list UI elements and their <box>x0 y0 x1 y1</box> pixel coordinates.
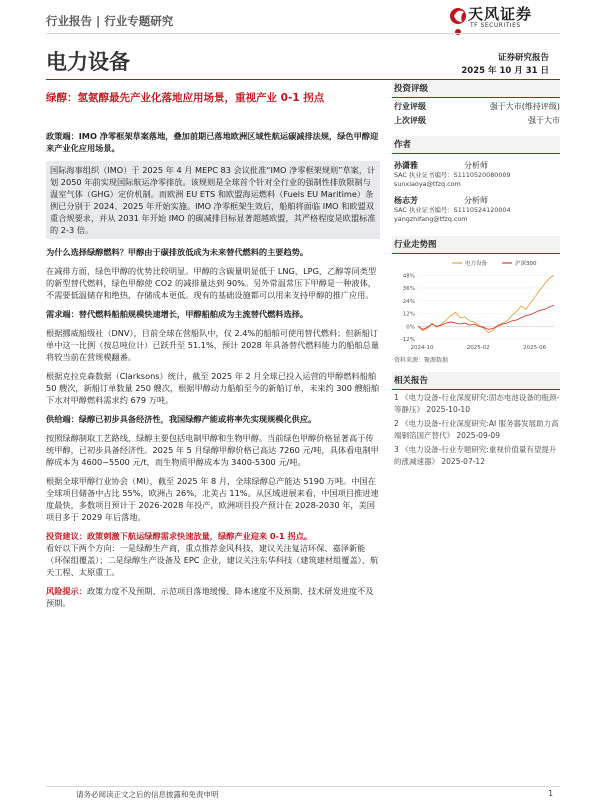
analyst-1-cert: SAC 执业证书编号：S1110520080009 <box>394 171 511 179</box>
author-section-title: 作者 <box>392 136 560 154</box>
y-tick-label: 12% <box>402 311 415 318</box>
y-tick-label: 48% <box>402 273 415 280</box>
supply-paragraph-cost: 按照绿醇制取工艺路线，绿醇主要包括电制甲醇和生物甲醇。当前绿色甲醇价格显著高于传统甲醇，已初步具备经济性。2025 年 5 月绿醇甲醇价格已高达 7260 元/吨，具体看电制甲醇成本为 4600~5500 元/t，而生物质甲醇成本为 3400-5300 元/吨。 <box>46 433 379 467</box>
series-line-index <box>418 305 554 329</box>
analyst-2-header <box>394 195 560 206</box>
report-subtitle: 绿醇：氢氨醇最先产业化落地应用场景，重视产业 0-1 拐点 <box>46 92 325 104</box>
rating-row <box>392 101 560 112</box>
series-line-industry <box>418 275 554 332</box>
investment-advice-text: 看好以下两个方向：一是绿醇生产商，重点推荐金风科技，建议关注复洁环保、嘉泽新能（环保组覆盖）；二是绿醇生产设备及 EPC 企业，建议关注东华科技（建筑建材组覆盖）、航天工程、太原重工。 <box>46 543 379 577</box>
chart-section-title: 行业走势图 <box>392 236 560 254</box>
related-report-3[interactable]: 3 《电力设备-行业专题研究:重视价值量有望提升的涨减速器》 2025-07-12 <box>394 445 557 466</box>
analyst-1-email[interactable]: sunxiaoya@tfzq.com <box>394 180 461 188</box>
y-tick-label: 0% <box>406 324 415 331</box>
trend-chart-svg <box>392 257 560 353</box>
y-tick-label: -12% <box>400 337 415 343</box>
x-tick-label: 2025-06 <box>523 345 547 351</box>
report-type: 证券研究报告 <box>497 53 549 63</box>
section-heading-supply: 供给端：绿醇已初步具备经济性，我国绿醇产能或将率先实现规模化供应。 <box>46 414 317 424</box>
section-heading-fuel: 为什么选择绿醇燃料？甲醇由于碳排放低成为未来替代燃料的主要趋势。 <box>46 247 309 257</box>
x-tick-label: 2024-10 <box>410 345 434 351</box>
previous-rating-label: 上次评级 <box>394 116 426 125</box>
supply-paragraph-capacity: 根据全球甲醇行业协会（MI），截至 2025 年 8 月，全球绿醇总产能达 5190 万吨。中国在全球项目储备中占比 55%，欧洲占 26%，北美占 11%。从区域进展来看，中国项目推进速度最快，多数项目预计于 2026-2028 年投产，欧洲项目投产预计在 2028-2030 年，美国项目多于 2029 年后落地。 <box>46 476 379 522</box>
policy-detail-box <box>46 161 380 239</box>
fuel-paragraph: 在减排方面，绿色甲醇的优势比较明显。甲醇的含碳量明显低于 LNG、LPG、乙醇等同类型的新型替代燃料，绿色甲醇使 CO2 的减排量达到 90%。另外常温常压下甲醇是一种液体，不需要低温储存和绝热，存储成本更低。现有的基础设施都可以用来支持甲醇的推广应用。 <box>46 266 377 300</box>
legend-label: 电力设备 <box>465 261 488 267</box>
demand-paragraph-clarksons: 根据克拉克森数据（Clarksons）统计，截至 2025 年 2 月全球已投入运营的甲醇燃料船舶 50 艘次，新船订单数量 250 艘次，根据甲醇动力船舶至今的新船订单，未来约 300 艘船舶下水对甲醇燃料需求约 679 万吨。 <box>46 371 380 405</box>
analyst-2-cert: SAC 执业证书编号：S1110524120004 <box>394 206 511 214</box>
analyst-2-name: 杨志芳 <box>394 196 418 205</box>
rating-section-title: 投资评级 <box>392 80 560 98</box>
page-number: 1 <box>548 789 553 798</box>
policy-paragraph: 国际海事组织（IMO）于 2025 年 4 月 MEPC 83 会议批准“IMO 净零框架规则”草案，计划 2050 年前实现国际航运净零排放。该规则是全球首个针对全行业的强制性排放限制与温室气体（GHG）定价机制。而欧洲 EU ETS 和欧盟海运燃料（Fuels EU Maritime）条例已分别于 2024、2025 年开始实施。IMO 净零框架生效后，船舶将面临 IMO 和欧盟双重合规要求，并从 2031 年开始 IMO 的碳减排目标显著超越欧盟，其严格程度是欧盟标准的 2-3 倍。 <box>50 165 376 235</box>
analyst-1-role: 分析师 <box>464 161 488 170</box>
industry-title: 电力设备 <box>46 50 130 74</box>
rating-label: 行业评级 <box>394 102 426 111</box>
risk-warning-label: 风险提示： <box>46 586 87 596</box>
related-section-title: 相关报告 <box>392 372 560 390</box>
investment-advice <box>46 530 380 578</box>
trend-chart <box>392 257 560 353</box>
logo-text: 天风证券 <box>468 5 533 23</box>
investment-advice-label: 投资建议：政策刺激下航运绿醇需求快速放量，绿醇产业迎来 0-1 拐点。 <box>46 531 313 541</box>
previous-rating-row <box>392 115 560 126</box>
chart-source: 资料来源：聚源数据 <box>394 357 449 364</box>
y-tick-label: 36% <box>402 286 415 292</box>
risk-warning-text: 政策力度不及预期、示范项目落地缓慢、降本速度不及预期、技术研发进度不及预期。 <box>46 586 374 608</box>
analyst-2-email[interactable]: yangzhifang@tfzq.com <box>394 215 468 223</box>
sidebar <box>392 80 560 468</box>
main-content <box>46 90 380 616</box>
y-tick-label: 24% <box>402 298 415 305</box>
risk-warning <box>46 585 380 609</box>
report-category: 行业报告 | 行业专题研究 <box>46 14 174 28</box>
header-divider <box>46 33 560 34</box>
analyst-1-header <box>394 160 560 171</box>
x-tick-label: 2025-02 <box>466 345 490 351</box>
analyst-1 <box>392 160 560 189</box>
rating-value: 强于大市(维持评级) <box>489 102 560 111</box>
footer-divider <box>46 786 560 787</box>
related-report-1[interactable]: 1 《电力设备-行业深度研究:固态电池设备的瓶颈-等静压》 2025-10-10 <box>394 393 560 414</box>
demand-paragraph-dnv: 根据挪威船级社（DNV），目前全球在营船队中，仅 2.4%的船舶可使用替代燃料；但新船订单中这一比例（按总吨位计）已跃升至 51.1%，预计 2028 年具备替代燃料能力的船舶总量将较当前在营规模翻番。 <box>46 328 380 362</box>
logo-mark <box>450 8 466 35</box>
policy-summary: 政策端：IMO 净零框架草案落地，叠加前期已落地欧洲区域性航运碳减排法规，绿色甲醇迎来产业化应用场景。 <box>46 131 379 153</box>
analyst-2 <box>392 195 560 224</box>
analyst-2-role: 分析师 <box>464 196 488 205</box>
legend-label: 沪深300 <box>515 261 537 267</box>
previous-rating-value: 强于大市 <box>528 116 560 125</box>
related-report-2[interactable]: 2 《电力设备-行业深度研究:AI 服务器发展助力高端铜箔国产替代》 2025-09-09 <box>394 419 559 440</box>
report-date: 2025 年 10 月 31 日 <box>461 66 549 76</box>
footer-disclaimer: 请务必阅读正文之后的信息披露和免责申明 <box>76 790 219 799</box>
analyst-1-name: 孙潇雅 <box>394 161 418 170</box>
section-heading-demand: 需求端：替代燃料船舶规模快速增长，甲醇船舶成为主流替代燃料选择。 <box>46 309 309 319</box>
logo-subtext: TF SECURITIES <box>470 22 521 29</box>
